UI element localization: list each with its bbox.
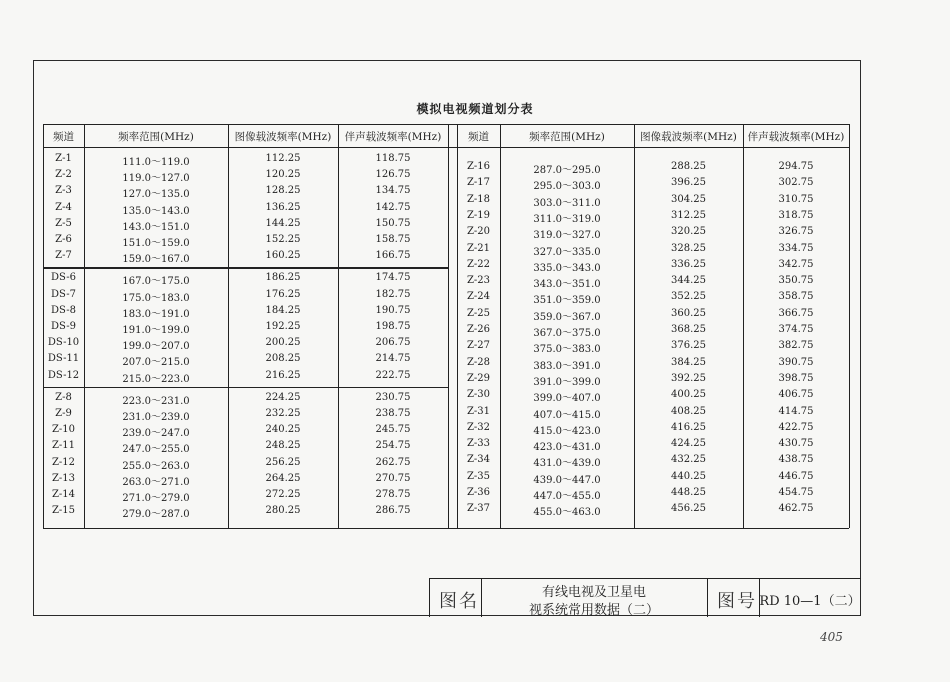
- image-carrier-cell: 344.25: [671, 275, 706, 287]
- range-cell: 295.0～303.0: [533, 181, 601, 193]
- sound-carrier-cell: 454.75: [778, 487, 814, 498]
- channel-cell: Z-7: [55, 250, 72, 262]
- sound-carrier-cell: 446.75: [778, 470, 814, 482]
- image-carrier-cell: 216.25: [265, 369, 301, 381]
- sound-carrier-cell: 166.75: [375, 250, 411, 262]
- sound-carrier-cell: 414.75: [778, 405, 814, 417]
- range-cell: 399.0～407.0: [533, 393, 601, 405]
- sound-carrier-cell: 318.75: [778, 209, 814, 221]
- range-cell: 151.0～159.0: [122, 238, 190, 249]
- sound-carrier-cell: 158.75: [375, 234, 411, 245]
- column-rule: [849, 124, 850, 528]
- sound-carrier-cell: 422.75: [778, 421, 814, 433]
- image-carrier-cell: 232.25: [265, 408, 301, 419]
- header-channel-right: 频道: [468, 131, 489, 143]
- title-block-drawing-name-line1: 有线电视及卫星电: [541, 585, 646, 600]
- range-cell: 271.0～279.0: [122, 493, 190, 504]
- sound-carrier-cell: 406.75: [778, 389, 814, 401]
- channel-cell: Z-25: [466, 307, 491, 319]
- channel-cell: Z-9: [55, 408, 72, 419]
- image-carrier-cell: 208.25: [265, 353, 301, 365]
- sound-carrier-cell: 358.75: [778, 291, 814, 303]
- range-cell: 327.0～335.0: [533, 246, 601, 258]
- channel-cell: Z-19: [466, 209, 491, 221]
- header-image_carrier-right: 图像载波频率(MHz): [640, 131, 737, 143]
- title-block: [429, 578, 861, 617]
- image-carrier-cell: 240.25: [265, 424, 301, 436]
- header-sound_carrier-right: 伴声载波频率(MHz): [747, 131, 845, 143]
- image-carrier-cell: 384.25: [671, 356, 706, 368]
- range-cell: 215.0～223.0: [122, 373, 190, 385]
- range-cell: 127.0～135.0: [122, 189, 190, 201]
- sound-carrier-cell: 198.75: [375, 321, 411, 332]
- header-bottom-rule: [43, 147, 849, 148]
- sound-carrier-cell: 366.75: [778, 307, 814, 319]
- image-carrier-cell: 312.25: [671, 209, 706, 221]
- channel-cell: Z-26: [466, 324, 491, 335]
- table-title: 模拟电视频道划分表: [416, 102, 534, 116]
- image-carrier-cell: 408.25: [671, 405, 706, 417]
- range-cell: 407.0～415.0: [533, 409, 601, 421]
- channel-cell: Z-34: [466, 454, 491, 466]
- channel-cell: Z-37: [466, 503, 491, 515]
- sound-carrier-cell: 382.75: [778, 340, 814, 352]
- range-cell: 231.0～239.0: [122, 412, 190, 423]
- header-range-left: 频率范围(MHz): [118, 131, 194, 143]
- image-carrier-cell: 304.25: [671, 193, 706, 205]
- channel-cell: Z-23: [466, 275, 491, 287]
- channel-cell: Z-27: [466, 340, 491, 352]
- sound-carrier-cell: 270.75: [375, 472, 411, 484]
- image-carrier-cell: 336.25: [671, 258, 706, 270]
- image-carrier-cell: 456.25: [671, 503, 706, 515]
- range-cell: 391.0～399.0: [533, 376, 601, 388]
- channel-cell: DS-7: [51, 288, 76, 300]
- image-carrier-cell: 224.25: [265, 391, 301, 403]
- sound-carrier-cell: 182.75: [375, 288, 411, 300]
- channel-cell: Z-24: [466, 291, 491, 303]
- range-cell: 191.0～199.0: [122, 325, 190, 336]
- range-cell: 311.0～319.0: [533, 213, 601, 225]
- channel-cell: Z-15: [51, 505, 76, 517]
- channel-cell: Z-14: [51, 489, 76, 500]
- image-carrier-cell: 120.25: [265, 169, 301, 181]
- range-cell: 255.0～263.0: [122, 460, 190, 472]
- image-carrier-cell: 264.25: [265, 472, 301, 484]
- header-image_carrier-left: 图像载波频率(MHz): [234, 131, 332, 143]
- channel-cell: DS-12: [47, 369, 80, 381]
- sound-carrier-cell: 190.75: [375, 304, 411, 316]
- channel-cell: Z-3: [55, 185, 72, 197]
- image-carrier-cell: 320.25: [671, 226, 706, 238]
- sound-carrier-cell: 462.75: [778, 503, 814, 515]
- sound-carrier-cell: 118.75: [375, 153, 411, 164]
- image-carrier-cell: 400.25: [671, 389, 706, 401]
- channel-cell: Z-5: [55, 217, 72, 229]
- sound-carrier-cell: 438.75: [778, 454, 814, 466]
- channel-cell: Z-17: [466, 177, 491, 189]
- sound-carrier-cell: 150.75: [375, 217, 411, 229]
- image-carrier-cell: 152.25: [265, 234, 301, 245]
- channel-cell: DS-6: [51, 272, 76, 284]
- range-cell: 239.0～247.0: [122, 428, 190, 440]
- sound-carrier-cell: 230.75: [375, 391, 411, 403]
- sound-carrier-cell: 398.75: [778, 372, 814, 384]
- image-carrier-cell: 352.25: [671, 291, 706, 303]
- sound-carrier-cell: 334.75: [778, 242, 814, 254]
- image-carrier-cell: 376.25: [671, 340, 706, 352]
- range-cell: 335.0～343.0: [533, 262, 601, 274]
- sound-carrier-cell: 374.75: [778, 324, 814, 335]
- sound-carrier-cell: 238.75: [375, 408, 411, 419]
- image-carrier-cell: 280.25: [265, 505, 301, 517]
- title-block-drawing-name-line2: 视系统常用数据（二）: [528, 603, 659, 618]
- range-cell: 287.0～295.0: [533, 165, 601, 176]
- sound-carrier-cell: 126.75: [375, 169, 411, 181]
- range-cell: 207.0～215.0: [122, 357, 190, 369]
- range-cell: 167.0～175.0: [122, 276, 190, 288]
- image-carrier-cell: 186.25: [265, 272, 301, 284]
- channel-cell: Z-1: [55, 153, 72, 164]
- channel-cell: Z-31: [466, 405, 491, 417]
- channel-cell: DS-11: [47, 353, 80, 365]
- image-carrier-cell: 448.25: [671, 487, 706, 498]
- range-cell: 383.0～391.0: [533, 360, 601, 372]
- channel-cell: DS-9: [51, 321, 76, 332]
- image-carrier-cell: 184.25: [265, 304, 301, 316]
- sound-carrier-cell: 174.75: [375, 272, 411, 284]
- image-carrier-cell: 440.25: [671, 470, 706, 482]
- header-sound_carrier-left: 伴声载波频率(MHz): [344, 131, 442, 143]
- table-top-rule: [43, 124, 849, 125]
- channel-cell: DS-10: [47, 337, 80, 349]
- image-carrier-cell: 200.25: [265, 337, 301, 349]
- sound-carrier-cell: 310.75: [778, 193, 814, 205]
- image-carrier-cell: 160.25: [265, 250, 301, 262]
- range-cell: 175.0～183.0: [122, 292, 190, 304]
- channel-cell: Z-10: [51, 424, 76, 436]
- channel-cell: Z-2: [55, 169, 72, 181]
- range-cell: 319.0～327.0: [533, 230, 601, 242]
- channel-cell: Z-33: [466, 438, 491, 450]
- image-carrier-cell: 432.25: [671, 454, 706, 466]
- range-cell: 423.0～431.0: [533, 442, 601, 454]
- sound-carrier-cell: 214.75: [375, 353, 411, 365]
- range-cell: 431.0～439.0: [533, 458, 601, 470]
- header-range-right: 频率范围(MHz): [529, 131, 605, 143]
- image-carrier-cell: 392.25: [671, 372, 706, 384]
- range-cell: 455.0～463.0: [533, 507, 601, 519]
- image-carrier-cell: 328.25: [671, 242, 706, 254]
- range-cell: 199.0～207.0: [122, 341, 190, 353]
- image-carrier-cell: 416.25: [671, 421, 706, 433]
- range-cell: 447.0～455.0: [533, 491, 601, 502]
- sound-carrier-cell: 206.75: [375, 337, 411, 349]
- sound-carrier-cell: 302.75: [778, 177, 814, 189]
- channel-cell: Z-11: [51, 440, 76, 452]
- image-carrier-cell: 144.25: [265, 217, 301, 229]
- sound-carrier-cell: 342.75: [778, 258, 814, 270]
- sound-carrier-cell: 262.75: [375, 456, 411, 468]
- sound-carrier-cell: 286.75: [375, 505, 411, 517]
- header-channel-left: 频道: [53, 131, 74, 143]
- image-carrier-cell: 248.25: [265, 440, 301, 452]
- range-cell: 367.0～375.0: [533, 328, 601, 339]
- range-cell: 183.0～191.0: [122, 308, 190, 320]
- group-separator: [43, 267, 448, 268]
- image-carrier-cell: 288.25: [671, 161, 706, 172]
- title-block-number-label: 图号: [717, 591, 757, 612]
- sound-carrier-cell: 430.75: [778, 438, 814, 450]
- channel-cell: Z-12: [51, 456, 76, 468]
- image-carrier-cell: 136.25: [265, 201, 301, 213]
- channel-cell: Z-36: [466, 487, 491, 498]
- channel-cell: DS-8: [51, 304, 76, 316]
- image-carrier-cell: 396.25: [671, 177, 706, 189]
- range-cell: 279.0～287.0: [122, 509, 190, 521]
- image-carrier-cell: 128.25: [265, 185, 301, 197]
- title-block-name-label: 图名: [439, 591, 479, 612]
- sound-carrier-cell: 294.75: [778, 161, 814, 172]
- range-cell: 343.0～351.0: [533, 279, 601, 291]
- channel-cell: Z-28: [466, 356, 491, 368]
- range-cell: 375.0～383.0: [533, 344, 601, 356]
- image-carrier-cell: 368.25: [671, 324, 706, 335]
- range-cell: 247.0～255.0: [122, 444, 190, 456]
- image-carrier-cell: 424.25: [671, 438, 706, 450]
- range-cell: 303.0～311.0: [533, 197, 601, 209]
- table-bottom-rule: [43, 528, 849, 529]
- range-cell: 135.0～143.0: [122, 205, 190, 217]
- range-cell: 159.0～167.0: [122, 254, 190, 266]
- range-cell: 111.0～119.0: [122, 157, 190, 168]
- channel-cell: Z-4: [55, 201, 72, 213]
- sound-carrier-cell: 390.75: [778, 356, 814, 368]
- column-rule: [448, 124, 449, 528]
- sound-carrier-cell: 254.75: [375, 440, 411, 452]
- title-block-drawing-number: RD 10—1（二）: [759, 594, 861, 609]
- channel-cell: Z-32: [466, 421, 491, 433]
- sound-carrier-cell: 134.75: [375, 185, 411, 197]
- channel-cell: Z-22: [466, 258, 491, 270]
- range-cell: 119.0～127.0: [122, 173, 190, 185]
- channel-cell: Z-13: [51, 472, 76, 484]
- image-carrier-cell: 256.25: [265, 456, 301, 468]
- group-separator: [43, 387, 448, 388]
- channel-cell: Z-8: [55, 391, 72, 403]
- channel-cell: Z-35: [466, 470, 491, 482]
- range-cell: 263.0～271.0: [122, 476, 190, 488]
- range-cell: 439.0～447.0: [533, 474, 601, 486]
- sound-carrier-cell: 350.75: [778, 275, 814, 287]
- channel-cell: Z-21: [466, 242, 491, 254]
- page-number: 405: [820, 630, 843, 644]
- image-carrier-cell: 112.25: [265, 153, 301, 164]
- image-carrier-cell: 176.25: [265, 288, 301, 300]
- sound-carrier-cell: 222.75: [375, 369, 411, 381]
- channel-cell: Z-18: [466, 193, 491, 205]
- range-cell: 223.0～231.0: [122, 395, 190, 407]
- range-cell: 351.0～359.0: [533, 295, 601, 307]
- range-cell: 359.0～367.0: [533, 311, 601, 323]
- sound-carrier-cell: 142.75: [375, 201, 411, 213]
- image-carrier-cell: 192.25: [265, 321, 301, 332]
- sound-carrier-cell: 326.75: [778, 226, 814, 238]
- image-carrier-cell: 272.25: [265, 489, 301, 500]
- image-carrier-cell: 360.25: [671, 307, 706, 319]
- range-cell: 143.0～151.0: [122, 221, 190, 233]
- channel-cell: Z-16: [466, 161, 491, 172]
- channel-cell: Z-6: [55, 234, 72, 245]
- range-cell: 415.0～423.0: [533, 425, 601, 437]
- channel-cell: Z-29: [466, 372, 491, 384]
- channel-cell: Z-30: [466, 389, 491, 401]
- sound-carrier-cell: 245.75: [375, 424, 411, 436]
- channel-cell: Z-20: [466, 226, 491, 238]
- sound-carrier-cell: 278.75: [375, 489, 411, 500]
